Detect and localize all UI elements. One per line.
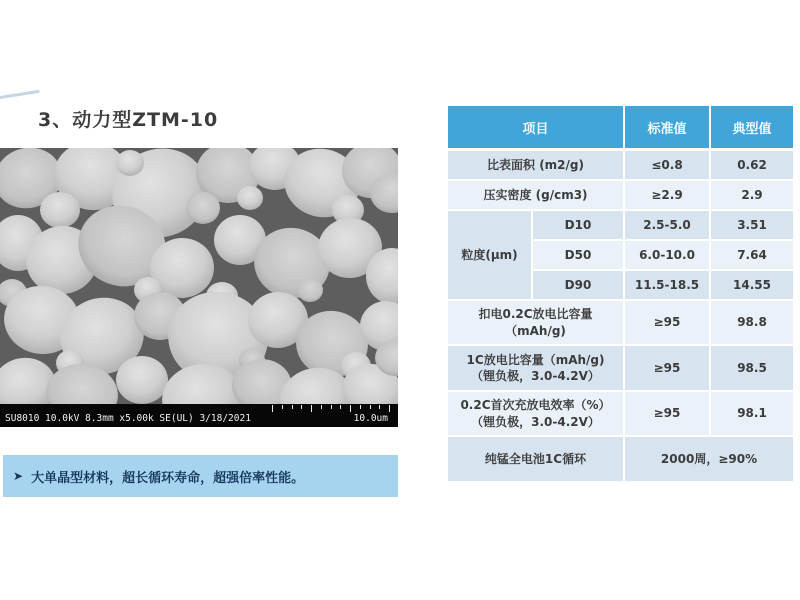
cell-item <box>448 301 625 346</box>
sem-scale-label: 10.0um <box>353 413 388 424</box>
cell-merged-value: 2000周，≥90% <box>625 437 793 483</box>
col-header-typical: 典型值 <box>711 106 793 151</box>
cell-item-line2: （锂负极，3.0-4.2V） <box>471 369 600 383</box>
cell-sub-item: D90 <box>533 271 625 301</box>
cell-standard: 6.0-10.0 <box>625 241 711 271</box>
table-row <box>448 211 793 241</box>
scale-bar-ticks <box>272 405 390 413</box>
feature-banner <box>3 455 398 497</box>
cell-item-line1: 0.2C首次充放电效率（%） <box>460 398 611 413</box>
cell-typical: 98.8 <box>711 301 793 346</box>
cell-standard: 11.5-18.5 <box>625 271 711 301</box>
cell-standard: ≥95 <box>625 301 711 346</box>
table-row <box>448 181 793 211</box>
arrow-icon: ➤ <box>13 469 24 483</box>
cell-standard: ≥95 <box>625 346 711 392</box>
sem-micrograph <box>0 148 398 427</box>
cell-item <box>448 346 625 392</box>
table-header-row <box>448 106 793 151</box>
cell-typical: 2.9 <box>711 181 793 211</box>
cell-typical: 3.51 <box>711 211 793 241</box>
table-row <box>448 151 793 181</box>
page-title: 3、动力型ZTM-10 <box>38 109 219 131</box>
spec-table <box>448 106 793 483</box>
cell-item-line1: 扣电0.2C放电比容量 <box>478 307 593 322</box>
table-row <box>448 346 793 392</box>
cell-typical: 98.1 <box>711 392 793 437</box>
cell-standard: ≥95 <box>625 392 711 437</box>
cell-standard: ≥2.9 <box>625 181 711 211</box>
cell-typical: 0.62 <box>711 151 793 181</box>
cell-item: 比表面积 (m2/g) <box>448 151 625 181</box>
cell-group-label: 粒度(μm) <box>448 211 533 301</box>
cell-typical: 7.64 <box>711 241 793 271</box>
cell-item: 纯锰全电池1C循环 <box>448 437 625 483</box>
table-row <box>448 437 793 483</box>
col-header-item: 项目 <box>448 106 625 151</box>
table-row <box>448 392 793 437</box>
col-header-standard: 标准值 <box>625 106 711 151</box>
cell-typical: 98.5 <box>711 346 793 392</box>
cell-sub-item: D50 <box>533 241 625 271</box>
cell-standard: 2.5-5.0 <box>625 211 711 241</box>
cell-standard: ≤0.8 <box>625 151 711 181</box>
cell-item-line2: （锂负极，3.0-4.2V） <box>471 414 600 429</box>
sem-footer-bar <box>0 404 398 427</box>
banner-text: 大单晶型材料，超长循环寿命，超强倍率性能。 <box>31 470 305 486</box>
table-row <box>448 301 793 346</box>
decorative-line <box>0 90 40 99</box>
sem-particles-image <box>0 148 398 404</box>
cell-item <box>448 392 625 437</box>
cell-item-line2: （mAh/g) <box>505 323 566 338</box>
cell-item: 压实密度 (g/cm3) <box>448 181 625 211</box>
cell-typical: 14.55 <box>711 271 793 301</box>
cell-item-line1: 1C放电比容量（mAh/g) <box>466 352 605 367</box>
sem-metadata-text: SU8010 10.0kV 8.3mm x5.00k SE(UL) 3/18/2021 <box>5 413 251 424</box>
cell-sub-item: D10 <box>533 211 625 241</box>
